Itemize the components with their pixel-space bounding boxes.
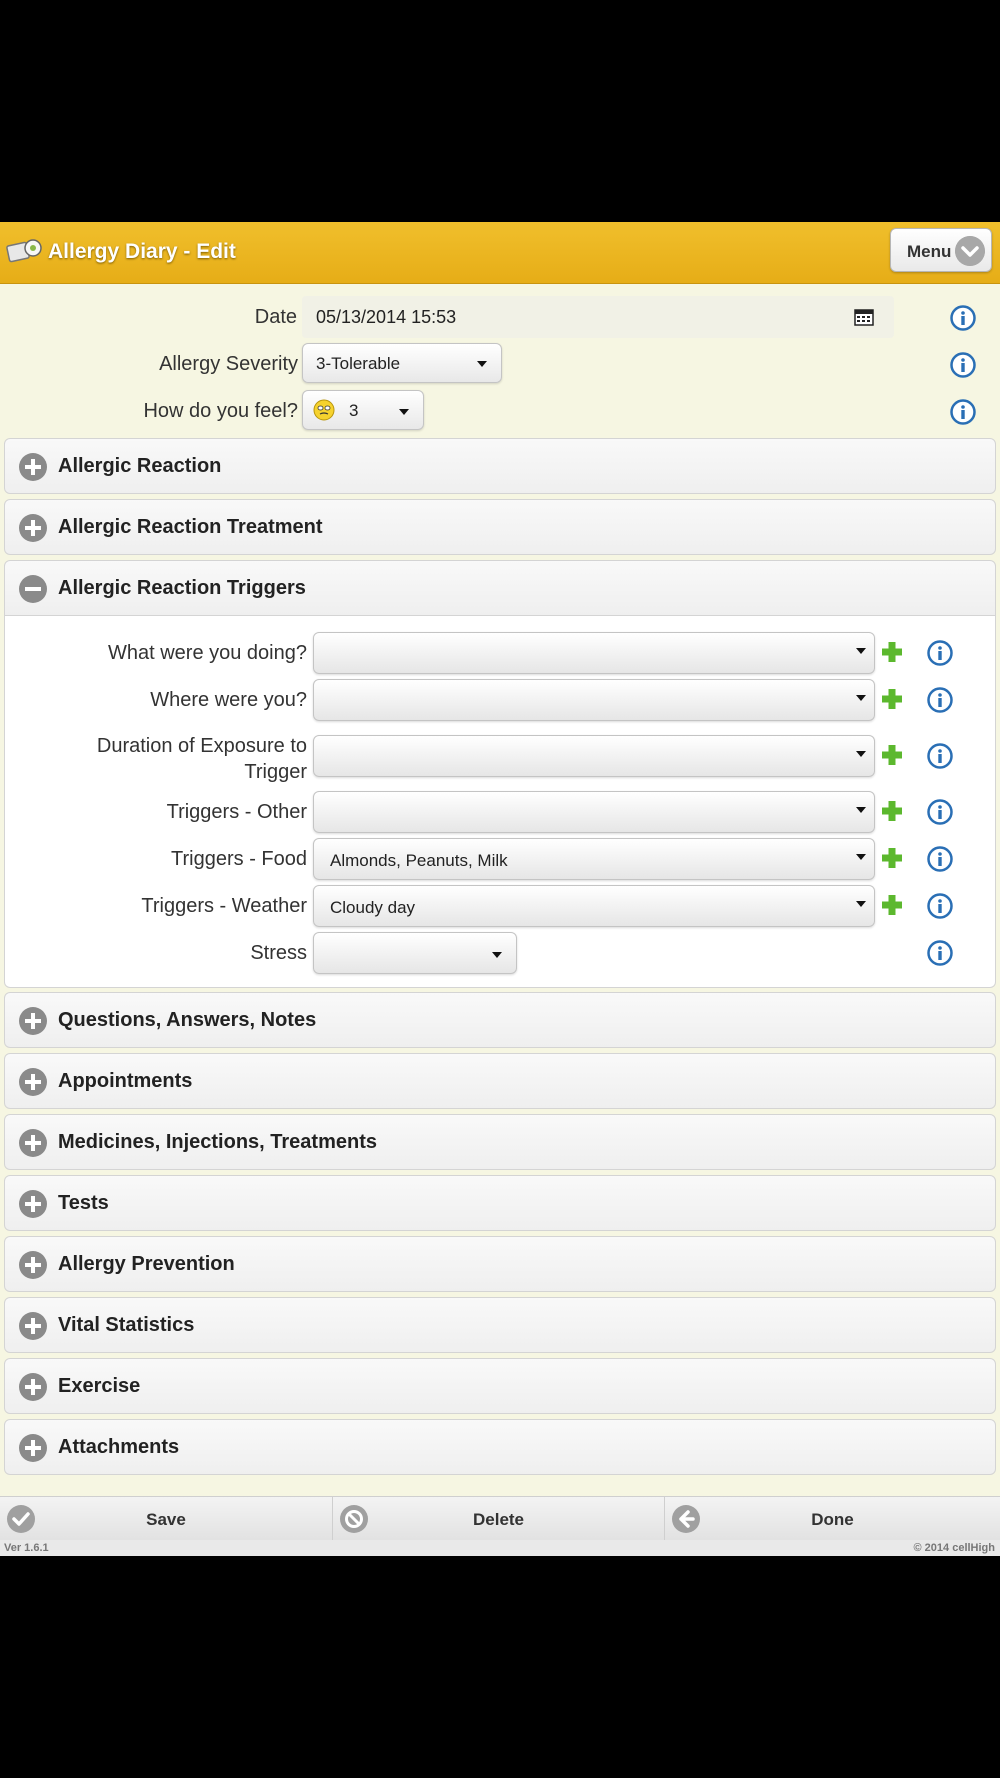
section-questions-answers-notes[interactable] <box>4 992 996 1048</box>
caret-down-icon <box>477 361 487 367</box>
doing-label: What were you doing? <box>107 642 307 664</box>
other-label: Triggers - Other <box>166 801 307 823</box>
app-logo-icon <box>6 236 46 266</box>
weather-select[interactable] <box>313 885 875 927</box>
feel-value: 3 <box>349 401 359 420</box>
date-field[interactable] <box>302 296 894 338</box>
expand-plus-icon <box>18 1433 48 1463</box>
section-allergic-reaction-treatment[interactable] <box>4 499 996 555</box>
add-plus-icon[interactable] <box>879 639 905 665</box>
other-select[interactable] <box>313 791 875 833</box>
collapse-minus-icon <box>18 574 48 604</box>
doing-select[interactable] <box>313 632 875 674</box>
info-icon[interactable] <box>927 846 953 872</box>
food-value: Almonds, Peanuts, Milk <box>330 851 508 870</box>
expand-plus-icon <box>18 452 48 482</box>
add-plus-icon[interactable] <box>879 892 905 918</box>
where-label: Where were you? <box>150 689 307 711</box>
expand-plus-icon <box>18 513 48 543</box>
info-icon[interactable] <box>927 743 953 769</box>
expand-plus-icon <box>18 1006 48 1036</box>
app-screen <box>0 222 1000 1556</box>
section-label: Attachments <box>58 1436 180 1458</box>
date-value: 05/13/2014 15:53 <box>316 307 457 327</box>
smiley-icon <box>313 399 335 421</box>
expand-plus-icon <box>18 1128 48 1158</box>
caret-down-icon <box>856 751 866 757</box>
section-medicines[interactable] <box>4 1114 996 1170</box>
doing-row <box>5 632 997 676</box>
section-label: Allergic Reaction <box>58 455 222 477</box>
menu-label: Menu <box>907 242 952 261</box>
section-tests[interactable] <box>4 1175 996 1231</box>
stress-label: Stress <box>250 942 307 964</box>
delete-button[interactable] <box>333 1497 665 1541</box>
duration-select[interactable] <box>313 735 875 777</box>
caret-down-icon <box>856 854 866 860</box>
calendar-icon[interactable] <box>854 308 874 326</box>
caret-down-icon <box>856 695 866 701</box>
version-bar <box>0 1540 1000 1556</box>
section-allergic-reaction-triggers[interactable] <box>4 560 996 616</box>
caret-down-icon <box>856 807 866 813</box>
stress-select[interactable] <box>313 932 517 974</box>
section-label: Allergic Reaction Triggers <box>58 577 306 599</box>
weather-value: Cloudy day <box>330 898 416 917</box>
date-row <box>0 296 1000 340</box>
expand-plus-icon <box>18 1250 48 1280</box>
section-label: Allergic Reaction Treatment <box>58 516 323 538</box>
severity-select[interactable] <box>302 343 502 383</box>
info-icon[interactable] <box>950 305 976 331</box>
where-row <box>5 679 997 723</box>
done-button[interactable] <box>665 1497 1000 1541</box>
header-bar <box>0 222 1000 284</box>
duration-label-line2: Trigger <box>244 761 307 783</box>
copyright-text: © 2014 cellHigh <box>913 1542 995 1554</box>
save-button[interactable] <box>0 1497 333 1541</box>
delete-label: Delete <box>472 1510 525 1529</box>
info-icon[interactable] <box>927 893 953 919</box>
section-label: Appointments <box>58 1070 193 1092</box>
where-select[interactable] <box>313 679 875 721</box>
section-exercise[interactable] <box>4 1358 996 1414</box>
caret-down-icon <box>492 952 502 958</box>
duration-label <box>97 733 307 785</box>
footer-toolbar <box>0 1496 1000 1540</box>
expand-plus-icon <box>18 1311 48 1341</box>
duration-row <box>5 735 997 783</box>
caret-down-icon <box>856 648 866 654</box>
stress-row <box>5 932 997 976</box>
caret-down-icon <box>399 409 409 415</box>
triggers-panel <box>4 616 996 988</box>
section-label: Exercise <box>58 1375 141 1397</box>
app-title: Allergy Diary - Edit <box>48 240 236 263</box>
feel-label: How do you feel? <box>143 400 298 422</box>
info-icon[interactable] <box>927 640 953 666</box>
expand-plus-icon <box>18 1067 48 1097</box>
save-label: Save <box>146 1510 186 1529</box>
food-select[interactable] <box>313 838 875 880</box>
other-row <box>5 791 997 835</box>
duration-label-line1: Duration of Exposure to <box>96 735 307 757</box>
add-plus-icon[interactable] <box>879 845 905 871</box>
section-label: Tests <box>58 1192 109 1214</box>
done-label: Done <box>811 1510 854 1529</box>
add-plus-icon[interactable] <box>879 798 905 824</box>
add-plus-icon[interactable] <box>879 742 905 768</box>
severity-value: 3-Tolerable <box>316 354 401 373</box>
expand-plus-icon <box>18 1189 48 1219</box>
chevron-down-icon <box>955 236 985 266</box>
info-icon[interactable] <box>927 940 953 966</box>
severity-row <box>0 343 1000 387</box>
section-allergy-prevention[interactable] <box>4 1236 996 1292</box>
section-vital-statistics[interactable] <box>4 1297 996 1353</box>
caret-down-icon <box>856 901 866 907</box>
info-icon[interactable] <box>927 799 953 825</box>
feel-select[interactable] <box>302 390 424 430</box>
section-label: Questions, Answers, Notes <box>58 1009 317 1031</box>
section-allergic-reaction[interactable] <box>4 438 996 494</box>
info-icon[interactable] <box>927 687 953 713</box>
menu-button[interactable] <box>890 228 992 272</box>
version-text: Ver 1.6.1 <box>4 1542 49 1554</box>
weather-label: Triggers - Weather <box>141 895 307 917</box>
expand-plus-icon <box>18 1372 48 1402</box>
weather-row <box>5 885 997 929</box>
severity-label: Allergy Severity <box>159 353 298 375</box>
info-icon[interactable] <box>950 352 976 378</box>
food-label: Triggers - Food <box>171 848 307 870</box>
section-label: Vital Statistics <box>58 1314 195 1336</box>
section-label: Medicines, Injections, Treatments <box>58 1131 377 1153</box>
entry-form <box>0 296 1000 432</box>
food-row <box>5 838 997 882</box>
section-appointments[interactable] <box>4 1053 996 1109</box>
date-label: Date <box>254 306 297 328</box>
feel-row <box>0 390 1000 434</box>
info-icon[interactable] <box>950 399 976 425</box>
section-attachments[interactable] <box>4 1419 996 1475</box>
add-plus-icon[interactable] <box>879 686 905 712</box>
section-label: Allergy Prevention <box>58 1253 235 1275</box>
